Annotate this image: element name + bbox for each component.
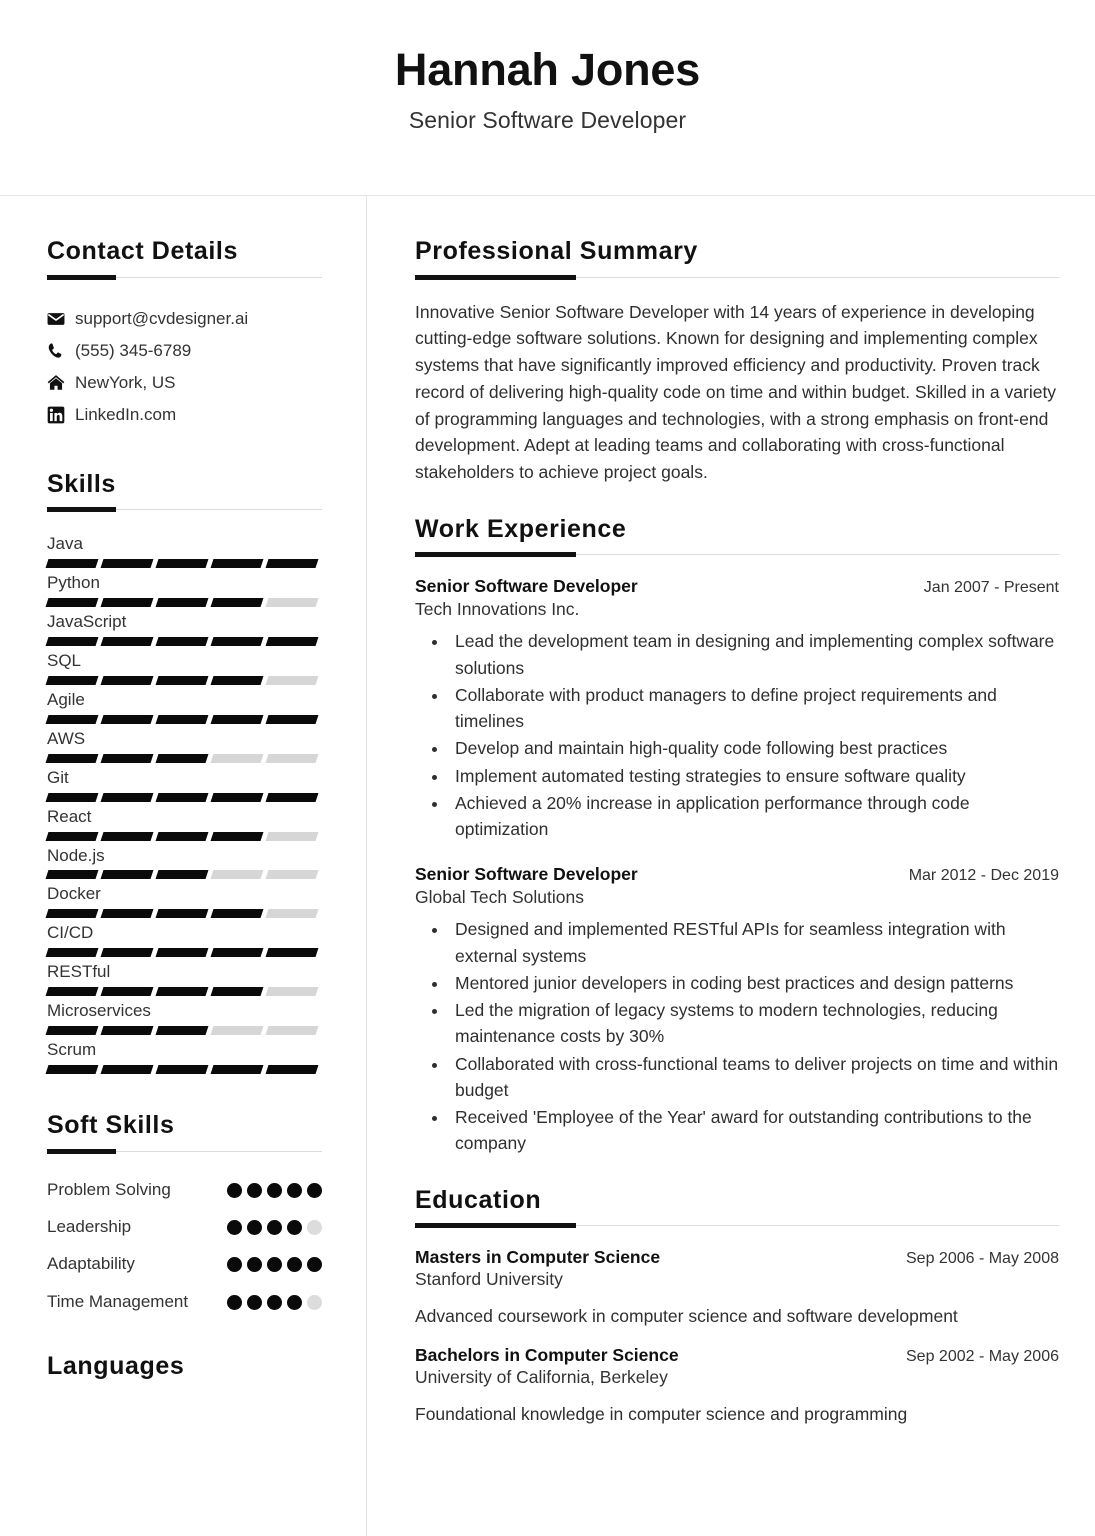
- rating-dot: [267, 1220, 282, 1235]
- skill-item: [47, 611, 322, 646]
- skill-bar-segment: [266, 870, 319, 879]
- home-icon: [47, 374, 75, 392]
- section-divider: [415, 275, 1059, 281]
- section-skills: [47, 471, 322, 1075]
- education-item-header: [415, 1345, 1059, 1366]
- job-bullet: • Collaborate with product managers to define project requirements and timelines: [449, 682, 1059, 735]
- rating-dot: [267, 1183, 282, 1198]
- skill-bar-segment: [211, 754, 264, 763]
- contact-item[interactable]: [47, 367, 322, 399]
- rating-dot: [247, 1257, 262, 1272]
- rating-dot: [307, 1183, 322, 1198]
- skills-list: [47, 533, 322, 1074]
- skill-bar-segment: [211, 1065, 264, 1074]
- skill-bar-segment: [211, 870, 264, 879]
- skill-item: [47, 767, 322, 802]
- skill-bar-segment: [266, 987, 319, 996]
- skill-bar-segment: [266, 754, 319, 763]
- contact-value: (555) 345-6789: [75, 340, 192, 360]
- skill-bar-segment: [156, 948, 209, 957]
- skill-level-bar: [47, 832, 317, 841]
- experience-item: [415, 576, 1059, 842]
- skill-bar-segment: [156, 715, 209, 724]
- education-school: Stanford University: [415, 1269, 563, 1290]
- contact-item[interactable]: [47, 303, 322, 335]
- skill-item: [47, 1039, 322, 1074]
- skill-item: [47, 650, 322, 685]
- skill-bar-segment: [156, 598, 209, 607]
- soft-skill-label: Time Management: [47, 1291, 189, 1311]
- skill-bar-segment: [101, 948, 154, 957]
- skill-bar-segment: [101, 637, 154, 646]
- rating-dot: [307, 1295, 322, 1310]
- skill-bar-segment: [156, 637, 209, 646]
- skill-level-bar: [47, 1065, 317, 1074]
- job-bullet: • Designed and implemented RESTful APIs for seamless integration with external systems: [449, 916, 1059, 969]
- candidate-name: Hannah Jones: [394, 44, 701, 95]
- skill-level-bar: [47, 1026, 317, 1035]
- skill-bar-segment: [156, 1026, 209, 1035]
- education-date-range: Sep 2002 - May 2006: [906, 1348, 1059, 1366]
- experience-item-header: [415, 576, 1059, 597]
- main-column: [367, 196, 1095, 1536]
- section-languages: [47, 1353, 322, 1381]
- soft-skill-label: Problem Solving: [47, 1179, 171, 1199]
- soft-skill-rating: [227, 1214, 322, 1235]
- skill-label: Scrum: [47, 1040, 97, 1060]
- section-divider: [47, 1149, 322, 1155]
- skill-bar-segment: [46, 676, 99, 685]
- education-degree: Masters in Computer Science: [415, 1247, 661, 1268]
- section-professional-summary: [415, 238, 1059, 486]
- skill-bar-segment: [211, 832, 264, 841]
- skill-item: [47, 883, 322, 918]
- languages-heading: Languages: [47, 1352, 185, 1380]
- education-date-range: Sep 2006 - May 2008: [906, 1250, 1059, 1268]
- rating-dot: [227, 1220, 242, 1235]
- job-role: Senior Software Developer: [415, 576, 638, 597]
- skills-heading: Skills: [47, 469, 116, 498]
- linkedin-icon: [47, 406, 75, 424]
- job-bullet: • Lead the development team in designing and implementing complex software solutions: [449, 628, 1059, 681]
- skill-level-bar: [47, 676, 317, 685]
- soft-skill-label: Leadership: [47, 1216, 132, 1236]
- skill-bar-segment: [101, 754, 154, 763]
- rating-dot: [227, 1295, 242, 1310]
- job-bullet: • Collaborated with cross-functional teams to deliver projects on time and within budget: [449, 1051, 1059, 1104]
- rating-dot: [307, 1257, 322, 1272]
- skill-bar-segment: [266, 559, 319, 568]
- skill-bar-segment: [156, 754, 209, 763]
- section-divider: [415, 1223, 1059, 1229]
- skill-bar-segment: [46, 870, 99, 879]
- section-contact-details: [47, 238, 322, 431]
- experience-heading: Work Experience: [415, 514, 627, 543]
- skill-bar-segment: [156, 676, 209, 685]
- skill-bar-segment: [156, 1065, 209, 1074]
- education-degree: Bachelors in Computer Science: [415, 1345, 679, 1366]
- education-item-header: [415, 1247, 1059, 1268]
- summary-heading: Professional Summary: [415, 237, 698, 265]
- skill-label: AWS: [47, 728, 86, 748]
- resume-body: [0, 196, 1095, 1536]
- skill-bar-segment: [266, 793, 319, 802]
- skill-bar-segment: [211, 987, 264, 996]
- skill-bar-segment: [46, 793, 99, 802]
- skill-bar-segment: [266, 676, 319, 685]
- skill-item: [47, 689, 322, 724]
- job-date-range: Mar 2012 - Dec 2019: [908, 867, 1059, 885]
- candidate-title: Senior Software Developer: [408, 106, 687, 133]
- contact-value: support@cvdesigner.ai: [75, 308, 249, 328]
- experience-item: [415, 864, 1059, 1156]
- skill-level-bar: [47, 948, 317, 957]
- skill-level-bar: [47, 987, 317, 996]
- skill-bar-segment: [211, 793, 264, 802]
- skill-label: Agile: [47, 689, 85, 709]
- skill-bar-segment: [101, 832, 154, 841]
- education-description: Advanced coursework in computer science and software development: [415, 1306, 958, 1327]
- skill-bar-segment: [101, 1065, 154, 1074]
- skill-bar-segment: [156, 870, 209, 879]
- section-education: [415, 1187, 1059, 1428]
- soft-skill-rating: [227, 1289, 322, 1310]
- skill-bar-segment: [46, 909, 99, 918]
- skill-bar-segment: [101, 987, 154, 996]
- job-bullet: • Led the migration of legacy systems to modern technologies, reducing maintenance costs by 30%: [449, 997, 1059, 1050]
- skill-bar-segment: [211, 948, 264, 957]
- education-list: [415, 1247, 1059, 1428]
- skill-bar-segment: [266, 637, 319, 646]
- skill-item: [47, 845, 322, 880]
- contact-value: LinkedIn.com: [75, 404, 177, 424]
- skill-bar-segment: [266, 832, 319, 841]
- job-bullet-list: [415, 628, 1059, 842]
- skill-label: SQL: [47, 650, 82, 670]
- contact-heading: Contact Details: [47, 237, 238, 265]
- job-company: Global Tech Solutions: [415, 887, 584, 908]
- rating-dot: [307, 1220, 322, 1235]
- education-item: [415, 1247, 1059, 1329]
- skill-bar-segment: [46, 754, 99, 763]
- skill-label: Microservices: [47, 1001, 151, 1021]
- envelope-icon: [47, 310, 75, 328]
- job-date-range: Jan 2007 - Present: [923, 579, 1059, 597]
- skill-bar-segment: [101, 909, 154, 918]
- skill-bar-segment: [101, 1026, 154, 1035]
- contact-list: [47, 303, 322, 431]
- rating-dot: [267, 1257, 282, 1272]
- skill-item: [47, 806, 322, 841]
- skill-label: Node.js: [47, 845, 105, 865]
- skill-item: [47, 533, 322, 568]
- experience-list: [415, 576, 1059, 1156]
- soft-skill-rating: [227, 1177, 322, 1198]
- sidebar-column: [0, 196, 367, 1536]
- skill-bar-segment: [101, 598, 154, 607]
- job-bullet: • Mentored junior developers in coding best practices and design patterns: [449, 970, 1059, 996]
- skill-level-bar: [47, 909, 317, 918]
- soft-skills-heading: Soft Skills: [47, 1111, 175, 1140]
- skill-bar-segment: [266, 1026, 319, 1035]
- contact-value: NewYork, US: [75, 372, 176, 392]
- skill-bar-segment: [156, 793, 209, 802]
- skill-bar-segment: [266, 715, 319, 724]
- contact-item[interactable]: [47, 335, 322, 367]
- job-bullet: • Achieved a 20% increase in application performance through code optimization: [449, 790, 1059, 843]
- job-bullet-list: [415, 916, 1059, 1156]
- skill-bar-segment: [266, 1065, 319, 1074]
- skill-level-bar: [47, 559, 317, 568]
- skill-bar-segment: [211, 909, 264, 918]
- rating-dot: [247, 1183, 262, 1198]
- section-divider: [47, 275, 322, 281]
- job-bullet: • Develop and maintain high-quality code following best practices: [449, 735, 1059, 761]
- section-divider: [47, 507, 322, 513]
- rating-dot: [227, 1257, 242, 1272]
- soft-skill-item: [47, 1214, 322, 1240]
- experience-item-header: [415, 864, 1059, 885]
- job-company: Tech Innovations Inc.: [415, 599, 580, 620]
- skill-bar-segment: [211, 715, 264, 724]
- skill-item: [47, 572, 322, 607]
- skill-level-bar: [47, 598, 317, 607]
- skill-bar-segment: [156, 987, 209, 996]
- rating-dot: [287, 1183, 302, 1198]
- soft-skill-item: [47, 1289, 322, 1315]
- skill-label: React: [47, 806, 92, 826]
- education-description: Foundational knowledge in computer science and programming: [415, 1404, 908, 1425]
- skill-bar-segment: [211, 1026, 264, 1035]
- rating-dot: [227, 1183, 242, 1198]
- skill-label: Docker: [47, 884, 101, 904]
- skill-bar-segment: [211, 676, 264, 685]
- job-bullet: • Implement automated testing strategies to ensure software quality: [449, 763, 1059, 789]
- skill-bar-segment: [156, 559, 209, 568]
- skill-bar-segment: [46, 598, 99, 607]
- skill-label: Python: [47, 572, 100, 592]
- soft-skill-rating: [227, 1251, 322, 1272]
- skill-bar-segment: [211, 637, 264, 646]
- skill-level-bar: [47, 715, 317, 724]
- phone-icon: [47, 342, 75, 360]
- skill-level-bar: [47, 870, 317, 879]
- skill-item: [47, 728, 322, 763]
- job-role: Senior Software Developer: [415, 864, 638, 885]
- soft-skills-list: [47, 1177, 322, 1315]
- skill-bar-segment: [46, 832, 99, 841]
- section-divider: [415, 552, 1059, 558]
- skill-bar-segment: [101, 793, 154, 802]
- skill-bar-segment: [156, 909, 209, 918]
- soft-skill-item: [47, 1251, 322, 1277]
- skill-bar-segment: [211, 559, 264, 568]
- section-work-experience: [415, 516, 1059, 1157]
- skill-bar-segment: [46, 987, 99, 996]
- skill-bar-segment: [211, 598, 264, 607]
- skill-item: [47, 1000, 322, 1035]
- section-soft-skills: [47, 1112, 322, 1315]
- skill-bar-segment: [46, 948, 99, 957]
- education-school: University of California, Berkeley: [415, 1367, 668, 1388]
- skill-bar-segment: [46, 1026, 99, 1035]
- rating-dot: [247, 1295, 262, 1310]
- skill-bar-segment: [101, 715, 154, 724]
- resume-header: [0, 0, 1095, 196]
- skill-bar-segment: [266, 598, 319, 607]
- skill-level-bar: [47, 793, 317, 802]
- education-heading: Education: [415, 1185, 542, 1214]
- skill-label: Git: [47, 767, 69, 787]
- skill-label: RESTful: [47, 962, 111, 982]
- contact-item[interactable]: [47, 399, 322, 431]
- soft-skill-label: Adaptability: [47, 1254, 135, 1274]
- education-item: [415, 1345, 1059, 1427]
- skill-label: JavaScript: [47, 611, 127, 631]
- job-bullet: • Received 'Employee of the Year' award for outstanding contributions to the company: [449, 1104, 1059, 1157]
- skill-label: CI/CD: [47, 923, 94, 943]
- skill-bar-segment: [266, 909, 319, 918]
- skill-bar-segment: [101, 870, 154, 879]
- skill-bar-segment: [46, 637, 99, 646]
- skill-bar-segment: [101, 559, 154, 568]
- skill-item: [47, 922, 322, 957]
- skill-bar-segment: [46, 559, 99, 568]
- rating-dot: [287, 1220, 302, 1235]
- skill-bar-segment: [46, 715, 99, 724]
- skill-level-bar: [47, 754, 317, 763]
- summary-text: Innovative Senior Software Developer with 14 years of experience in developing cutting-edge software solutions. Known for designing and implementing complex systems that have significantly improved efficiency and productivity. Proven track record of delivering high-quality code on time and within budget. Skilled in a variety of programming languages and technologies, with a strong emphasis on front-end development. Adept at leading teams and collaborating with cross-functional stakeholders to achieve project goals.: [415, 301, 1057, 483]
- rating-dot: [287, 1257, 302, 1272]
- skill-level-bar: [47, 637, 317, 646]
- skill-item: [47, 961, 322, 996]
- rating-dot: [287, 1295, 302, 1310]
- rating-dot: [267, 1295, 282, 1310]
- skill-bar-segment: [101, 676, 154, 685]
- skill-bar-segment: [266, 948, 319, 957]
- rating-dot: [247, 1220, 262, 1235]
- skill-bar-segment: [46, 1065, 99, 1074]
- soft-skill-item: [47, 1177, 322, 1203]
- skill-bar-segment: [156, 832, 209, 841]
- skill-label: Java: [47, 534, 83, 553]
